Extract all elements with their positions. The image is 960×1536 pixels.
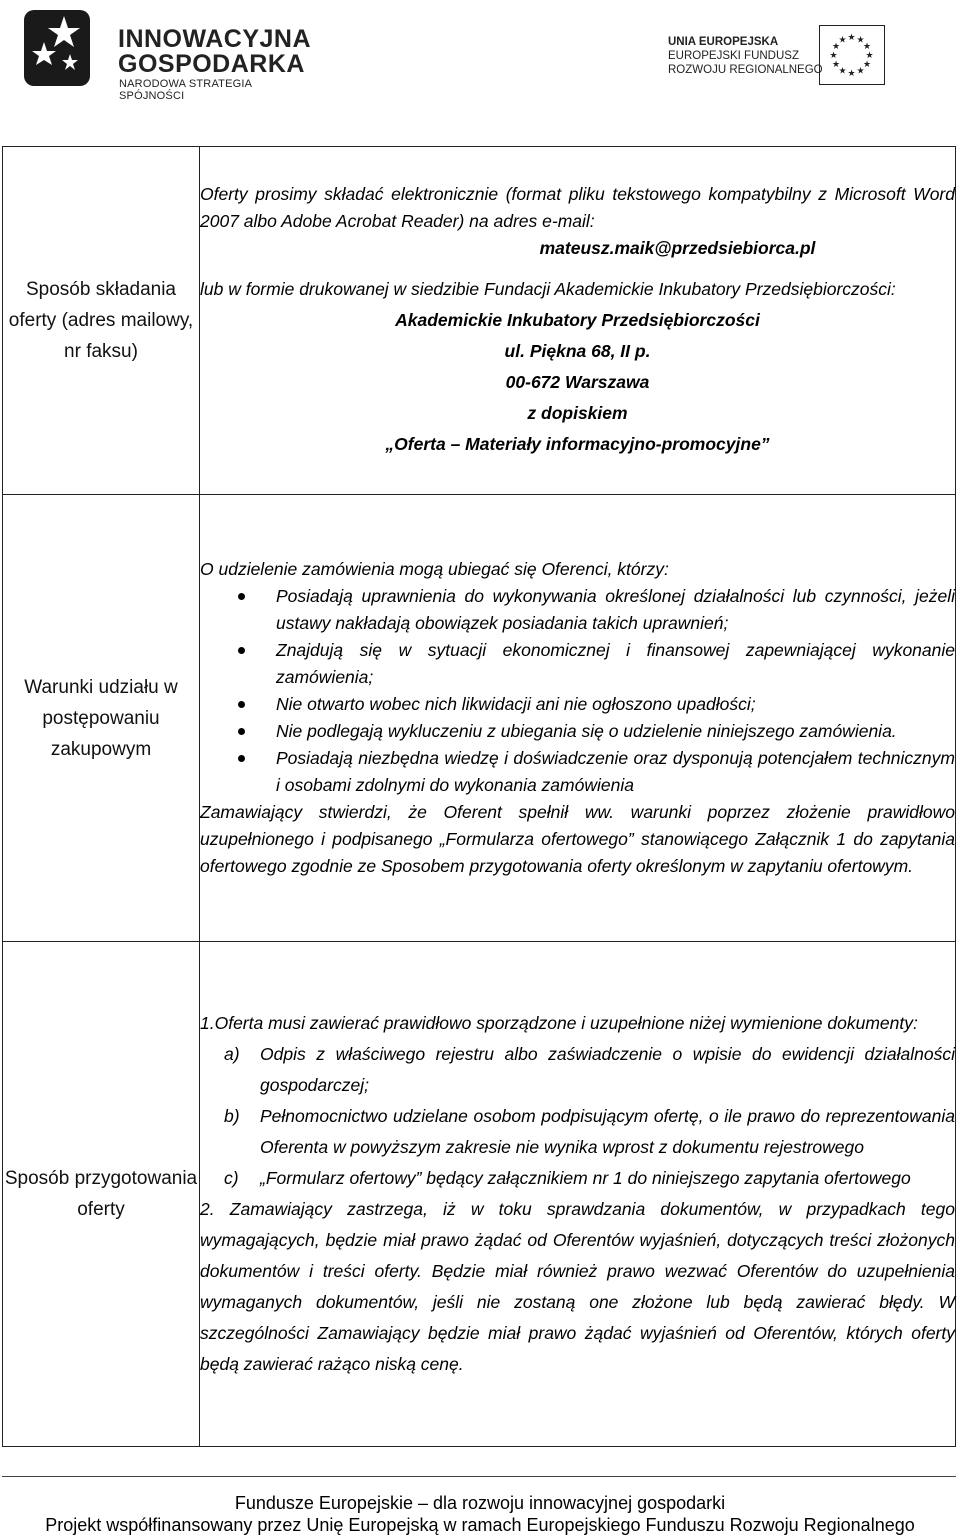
submission-address-street: ul. Piękna 68, II p. (504, 341, 651, 361)
bullet-icon (238, 701, 245, 708)
label-conditions-text: Warunki udziału w postępowaniu zakupowym (24, 676, 178, 760)
submission-address-city: 00-672 Warszawa (505, 372, 650, 392)
eu-logo-line3: ROZWOJU REGIONALNEGO (668, 64, 823, 76)
list-item: b) Pełnomocnictwo udzielane osobom podpisującym ofertę, o ile prawo do reprezentowania Oferenta w powyższym zakresie nie wynika wprost z dokumentu rejestrowego (224, 1106, 955, 1157)
svg-text:★: ★ (838, 66, 847, 77)
label-submission-text: Sposób składania oferty (adres mailowy, nr faksu) (8, 279, 194, 362)
svg-text:★: ★ (838, 35, 847, 46)
svg-text:★: ★ (847, 33, 856, 43)
svg-text:★: ★ (862, 42, 872, 52)
label-preparation (3, 942, 200, 1447)
label-submission (3, 147, 200, 495)
bullet-icon (238, 728, 245, 735)
label-conditions (3, 495, 200, 942)
row-conditions (3, 495, 956, 942)
preparation-item1: 1.Oferta musi zawierać prawidłowo sporządzone i uzupełnione niżej wymienione dokumenty: (200, 1013, 918, 1033)
list-item: c) „Formularz ofertowy” będący załącznikiem nr 1 do niniejszego zapytania ofertowego (224, 1168, 911, 1188)
bullet-icon (238, 593, 245, 600)
submission-note-text: „Oferta – Materiały informacyjno-promocyjne” (385, 434, 770, 454)
page-header (0, 0, 960, 110)
list-item: Nie otwarto wobec nich likwidacji ani nie ogłoszono upadłości; (200, 691, 955, 718)
svg-text:★: ★ (856, 35, 865, 46)
label-preparation-text: Sposób przygotowania oferty (4, 1168, 198, 1220)
submission-email: mateusz.maik@przedsiebiorca.pl (539, 238, 816, 258)
list-item: Posiadają uprawnienia do wykonywania określonej działalności lub czynności, jeżeli ustawy nakładają obowiązek posiadania takich uprawnień; (200, 583, 955, 637)
conditions-closing: Zamawiający stwierdzi, że Oferent spełnił ww. warunki poprzez złożenie prawidłowo uzupełnionego i podpisanego „Formularza ofertowego” stanowiącego Załącznik 1 do zapytania ofertowego zgodnie ze Sposobem przygotowania oferty określonym w zapytaniu ofertowym. (200, 802, 955, 876)
submission-para2: lub w formie drukowanej w siedzibie Fundacji Akademickie Inkubatory Przedsiębiorczości: (200, 279, 896, 299)
conditions-intro: O udzielenie zamówienia mogą ubiegać się Oferenci, którzy: (200, 559, 669, 579)
svg-text:★: ★ (831, 60, 841, 70)
logo-title-line1: INNOWACYJNA (118, 25, 312, 53)
bullet-icon (238, 755, 245, 762)
eu-logo (668, 25, 918, 87)
svg-text:★: ★ (829, 51, 838, 61)
row-preparation (3, 942, 956, 1447)
svg-text:★: ★ (865, 51, 874, 61)
eu-logo-line2: EUROPEJSKI FUNDUSZ (668, 50, 799, 62)
eu-logo-line1: UNIA EUROPEJSKA (668, 36, 779, 48)
preparation-documents-list (200, 1039, 955, 1194)
svg-text:★: ★ (831, 42, 841, 52)
svg-text:★: ★ (862, 60, 872, 70)
eu-flag-icon (819, 25, 885, 85)
conditions-list (200, 583, 955, 799)
logo-title-line2: GOSPODARKA (118, 50, 305, 78)
bullet-icon (238, 647, 245, 654)
list-item: a) Odpis z właściwego rejestru albo zaświadczenie o wpisie do ewidencji działalności gospodarczej; (224, 1044, 955, 1095)
submission-note-label: z dopiskiem (527, 403, 628, 423)
row-submission (3, 147, 956, 495)
logo-subtitle: NARODOWA STRATEGIA SPÓJNOŚCI (119, 78, 252, 102)
footer-line1: Fundusze Europejskie – dla rozwoju innowacyjnej gospodarki (234, 1493, 726, 1513)
list-item: Nie podlegają wykluczeniu z ubiegania się o udzielenie niniejszego zamówienia. (200, 718, 955, 745)
content-preparation (200, 942, 956, 1447)
svg-text:★: ★ (847, 69, 856, 79)
submission-address-name: Akademickie Inkubatory Przedsiębiorczości (395, 310, 760, 330)
footer-divider (2, 1476, 956, 1477)
content-conditions (200, 495, 956, 942)
list-item: Posiadają niezbędna wiedzę i doświadczenie oraz dysponują potencjałem technicznym i osobami zdolnymi do wykonania zamówienia (200, 745, 955, 799)
footer-line2: Projekt współfinansowany przez Unię Europejską w ramach Europejskiego Funduszu Rozwoju Regionalnego (45, 1515, 915, 1535)
preparation-item2: 2. Zamawiający zastrzega, iż w toku sprawdzania dokumentów, w przypadkach tego wymagających, będzie miał prawo żądać od Oferentów wyjaśnień, dotyczących treści złożonych dokumentów i treści oferty. Będzie miał również prawo wezwać Oferentów do uzupełnienia wymaganych dokumentów, jeśli nie zostaną one złożone lub będą zawierać błędy. W szczególności Zamawiający będzie miał prawo żądać wyjaśnień od Oferentów, których oferty będą zawierać rażąco niską cenę. (200, 1199, 955, 1374)
content-submission (200, 147, 956, 495)
submission-para1: Oferty prosimy składać elektronicznie (format pliku tekstowego kompatybilny z Microsoft Word 2007 albo Adobe Acrobat Reader) na adres e-mail: (200, 184, 955, 231)
list-item: Znajdują się w sytuacji ekonomicznej i finansowej zapewniającej wykonanie zamówienia; (200, 637, 955, 691)
star-emblem-icon (22, 8, 92, 88)
svg-text:★: ★ (856, 66, 865, 77)
innowacyjna-gospodarka-logo (22, 8, 312, 102)
offer-info-table (2, 146, 956, 1447)
